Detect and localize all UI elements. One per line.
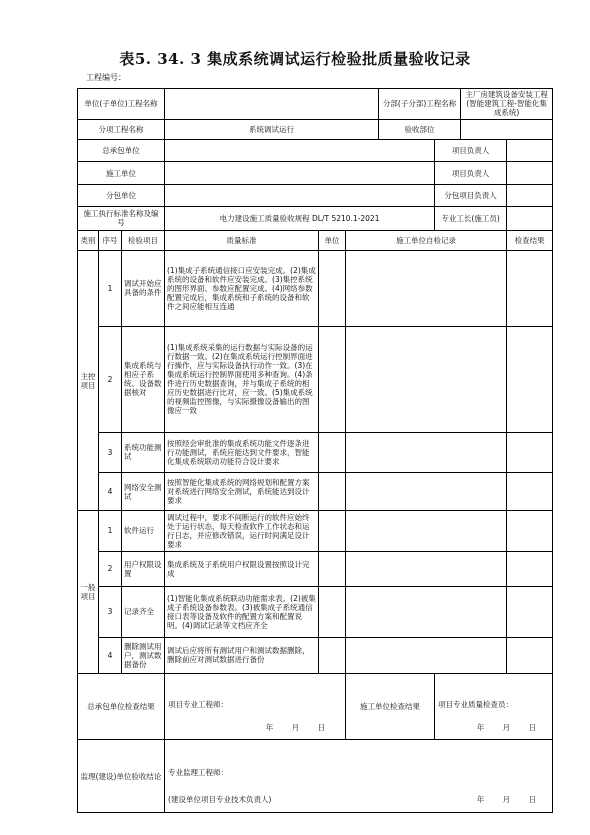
general-label: 一般项目 — [78, 511, 99, 674]
row-self-check[interactable] — [346, 251, 507, 326]
row-no: 4 — [99, 473, 122, 511]
row-self-check[interactable] — [346, 511, 507, 552]
sub-project-value[interactable]: 主厂房建筑设备安装工程(智能建筑工程-智能化集成系统) — [461, 89, 553, 120]
pm-value-1[interactable] — [507, 139, 553, 161]
row-result[interactable] — [507, 473, 553, 511]
row-standard: (1)集成系统采集的运行数据与实际设备的运行数据一致。(2)在集成系统运行控制界面进行操作，应与实际设备执行动作一致。(3)在集成系统运行控制界面使用多种查询。(4)条件进行历史数据查询，并与集成子系统的相应历史数据进行比对，应一致。(5)集成系统的视频监控图像，与实际摄像设备输出的图像应一致 — [165, 326, 319, 432]
project-number-label: 工程编号： — [86, 73, 126, 82]
unit-project-value[interactable] — [165, 89, 379, 120]
row-item: 记录齐全 — [122, 586, 165, 637]
row-no: 1 — [99, 511, 122, 552]
acceptance-part-label: 验收部位 — [379, 119, 461, 139]
row-unit[interactable] — [319, 586, 346, 637]
construction-unit-label: 施工单位 — [78, 162, 165, 184]
row-no: 3 — [99, 432, 122, 473]
row-result[interactable] — [507, 586, 553, 637]
row-item: 集成系统与相应子系统、设备数据核对 — [122, 326, 165, 432]
item-project-value[interactable]: 系统调试运行 — [165, 119, 379, 139]
cu-signature-cell[interactable] — [435, 674, 553, 740]
row-item: 调试开始应具备的条件 — [122, 251, 165, 326]
row-no: 2 — [99, 551, 122, 586]
row-standard: 调试后应将所有测试用户和测试数据删除，删除前应对测试数据进行备份 — [165, 637, 319, 674]
pm-label-1: 项目负责人 — [435, 139, 507, 161]
col-item: 检验项目 — [122, 230, 165, 250]
main-control-label: 主控项目 — [78, 251, 99, 511]
row-item: 网络安全测试 — [122, 473, 165, 511]
gc-signature-cell[interactable] — [165, 674, 346, 740]
row-unit[interactable] — [319, 326, 346, 432]
acceptance-record-table — [77, 88, 553, 813]
col-standard: 质量标准 — [165, 230, 319, 250]
row-standard: 调试过程中，要求不间断运行的软件应始终处于运行状态，每天检查软件工作状态和运行日志，并应修改错误，运行时间满足设计要求 — [165, 511, 319, 552]
row-result[interactable] — [507, 511, 553, 552]
row-standard: 按照经会审批准的集成系统功能文件逐条进行功能测试，系统应能达到文件要求，智能化集成系统联动功能符合设计要求 — [165, 432, 319, 473]
row-item: 删除测试用户，测试数据备份 — [122, 637, 165, 674]
row-no: 3 — [99, 586, 122, 637]
row-self-check[interactable] — [346, 473, 507, 511]
col-unit: 单位 — [319, 230, 346, 250]
row-standard: 集成系统及子系统用户权限设置按照设计完成 — [165, 551, 319, 586]
row-self-check[interactable] — [346, 586, 507, 637]
unit-project-label: 单位(子单位)工程名称 — [78, 89, 165, 120]
sub-pm-value[interactable] — [507, 184, 553, 206]
row-no: 1 — [99, 251, 122, 326]
row-unit[interactable] — [319, 637, 346, 674]
gc-conclusion-label: 总承包单位检查结果 — [78, 674, 165, 740]
row-no: 2 — [99, 326, 122, 432]
sub-project-label: 分部(子分部)工程名称 — [379, 89, 461, 120]
acceptance-part-value[interactable] — [461, 119, 553, 139]
col-category: 类别 — [78, 230, 99, 250]
row-item: 软件运行 — [122, 511, 165, 552]
cu-inspector-label: 项目专业质量检查员： — [438, 700, 514, 710]
owner-tech-label: (建设单位项目专业技术负责人) — [168, 795, 272, 805]
construction-unit-value[interactable] — [165, 162, 435, 184]
row-unit[interactable] — [319, 473, 346, 511]
supervision-signature-cell[interactable] — [165, 740, 553, 813]
row-unit[interactable] — [319, 551, 346, 586]
row-result[interactable] — [507, 551, 553, 586]
row-result[interactable] — [507, 251, 553, 326]
row-standard: 按照智能化集成系统的网络规划和配置方案对系统进行网络安全测试，系统能达到设计要求 — [165, 473, 319, 511]
row-standard: (1)智能化集成系统联动功能需求表。(2)被集成子系统设备参数表。(3)被集成子系统通信接口表等设备及软件的配置方案和配置说明。(4)调试记录等文档应齐全 — [165, 586, 319, 637]
row-unit[interactable] — [319, 511, 346, 552]
row-self-check[interactable] — [346, 551, 507, 586]
cu-date: 年 月 日 — [476, 723, 545, 733]
pm-value-2[interactable] — [507, 162, 553, 184]
foreman-label: 专业工长(施工员) — [435, 207, 507, 230]
pm-label-2: 项目负责人 — [435, 162, 507, 184]
foreman-value[interactable] — [507, 207, 553, 230]
row-item: 系统功能测试 — [122, 432, 165, 473]
supervision-label: 监理(建设)单位验收结论 — [78, 740, 165, 813]
standard-value: 电力建设施工质量验收规程 DL/T 5210.1-2021 — [165, 207, 435, 230]
supervisor-label: 专业监理工程师： — [168, 768, 229, 778]
document-title: 表5. 34. 3 集成系统调试运行检验批质量验收记录 — [119, 50, 471, 68]
row-self-check[interactable] — [346, 432, 507, 473]
row-item: 用户权限设置 — [122, 551, 165, 586]
supervision-date: 年 月 日 — [476, 795, 545, 805]
row-no: 4 — [99, 637, 122, 674]
row-result[interactable] — [507, 326, 553, 432]
gc-engineer-label: 项目专业工程师： — [168, 700, 229, 710]
col-seq: 序号 — [99, 230, 122, 250]
subcontractor-value[interactable] — [165, 184, 435, 206]
general-contractor-label: 总承包单位 — [78, 139, 165, 161]
standard-label: 施工执行标准名称及编号 — [78, 207, 165, 230]
row-standard: (1)集成子系统通信接口应安装完成。(2)集成系统的设备和软件应安装完成。(3)集控系统的图形界面、参数应配置完成。(4)网络参数配置完成后，集成系统和子系统的设备和软件之间应能相互连通 — [165, 251, 319, 326]
general-contractor-value[interactable] — [165, 139, 435, 161]
row-self-check[interactable] — [346, 637, 507, 674]
cu-conclusion-label: 施工单位检查结果 — [346, 674, 435, 740]
subcontractor-label: 分包单位 — [78, 184, 165, 206]
row-self-check[interactable] — [346, 326, 507, 432]
row-result[interactable] — [507, 432, 553, 473]
row-unit[interactable] — [319, 432, 346, 473]
row-result[interactable] — [507, 637, 553, 674]
col-self-check: 施工单位自检记录 — [346, 230, 507, 250]
sub-pm-label: 分包项目负责人 — [435, 184, 507, 206]
col-result: 检查结果 — [507, 230, 553, 250]
item-project-label: 分项工程名称 — [78, 119, 165, 139]
gc-date: 年 月 日 — [265, 723, 334, 733]
row-unit[interactable] — [319, 251, 346, 326]
